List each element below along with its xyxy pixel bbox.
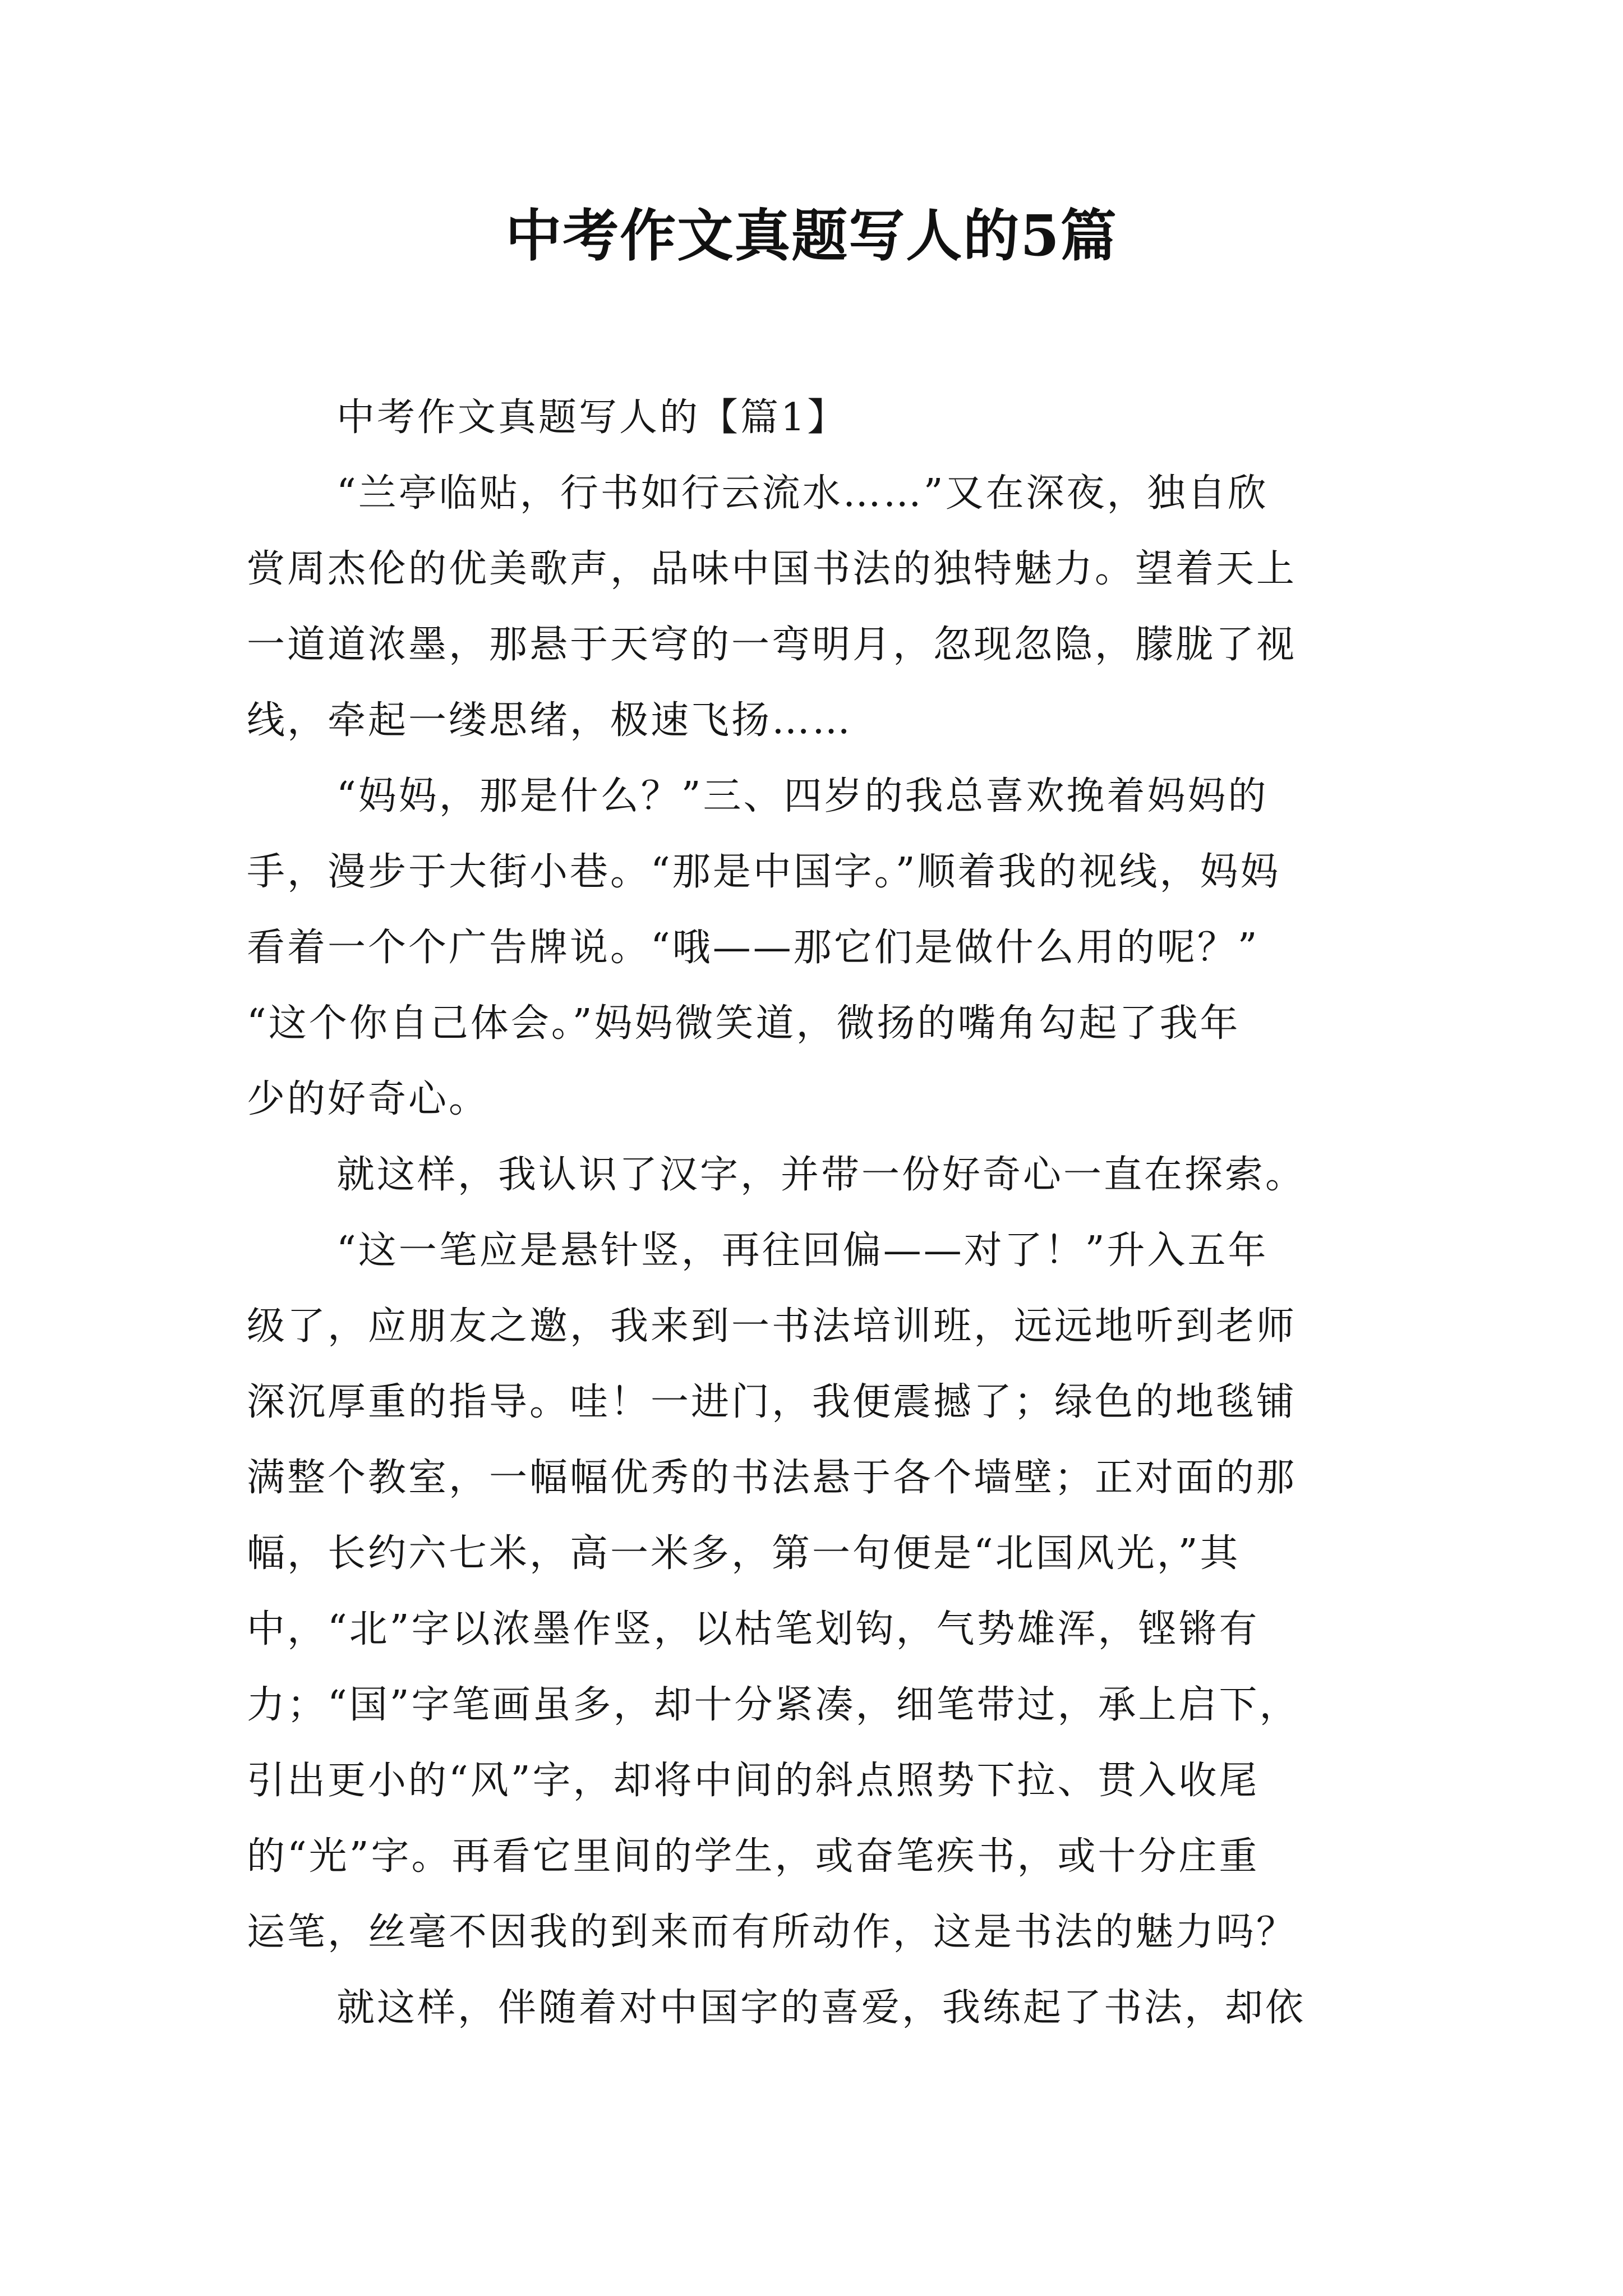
text-line: 深沉厚重的指导。哇！一进门，我便震撼了；绿色的地毯铺 — [247, 1380, 1297, 1424]
text-line: 的“光”字。再看它里间的学生，或奋笔疾书，或十分庄重 — [247, 1834, 1260, 1879]
text-line: 一道道浓墨，那悬于天穹的一弯明月，忽现忽隐，朦胧了视 — [247, 623, 1297, 667]
document-title: 中考作文真题写人的5篇 — [505, 203, 1118, 269]
text-line: 少的好奇心。 — [247, 1077, 490, 1121]
text-line: 就这样，我认识了汉字，并带一份好奇心一直在探索。 — [336, 1153, 1306, 1197]
text-line: 满整个教室，一幅幅优秀的书法悬于各个墙壁；正对面的那 — [247, 1456, 1297, 1500]
text-line: 级了，应朋友之邀，我来到一书法培训班，远远地听到老师 — [247, 1304, 1297, 1349]
text-line: “这个你自己体会。”妈妈微笑道，微扬的嘴角勾起了我年 — [247, 1001, 1241, 1046]
text-line: 看着一个个广告牌说。“哦——那它们是做什么用的呢？” — [247, 926, 1260, 970]
text-line: 中，“北”字以浓墨作竖，以枯笔划钩，气势雄浑，铿锵有 — [247, 1607, 1260, 1651]
text-line: 赏周杰伦的优美歌声，品味中国书法的独特魅力。望着天上 — [247, 547, 1297, 591]
text-line: 手，漫步于大街小巷。“那是中国字。”顺着我的视线，妈妈 — [247, 850, 1281, 894]
text-line: 线，牵起一缕思绪，极速飞扬…… — [247, 698, 853, 743]
text-line: “这一笔应是悬针竖，再往回偏——对了！”升入五年 — [336, 1228, 1269, 1273]
text-line: 幅，长约六七米，高一米多，第一句便是“北国风光，”其 — [247, 1531, 1241, 1576]
text-line: 力；“国”字笔画虽多，却十分紧凑，细笔带过，承上启下， — [247, 1683, 1300, 1727]
text-line: “兰亭临贴，行书如行云流水……”又在深夜，独自欣 — [336, 471, 1269, 516]
section-heading: 中考作文真题写人的【篇1】 — [336, 395, 848, 440]
text-line: 引出更小的“风”字，却将中间的斜点照势下拉、贯入收尾 — [247, 1759, 1260, 1803]
text-line: 运笔，丝毫不因我的到来而有所动作，这是书法的魅力吗？ — [247, 1910, 1297, 1954]
text-line: “妈妈，那是什么？”三、四岁的我总喜欢挽着妈妈的 — [336, 774, 1269, 818]
text-line: 就这样，伴随着对中国字的喜爱，我练起了书法，却依 — [336, 1986, 1306, 2030]
